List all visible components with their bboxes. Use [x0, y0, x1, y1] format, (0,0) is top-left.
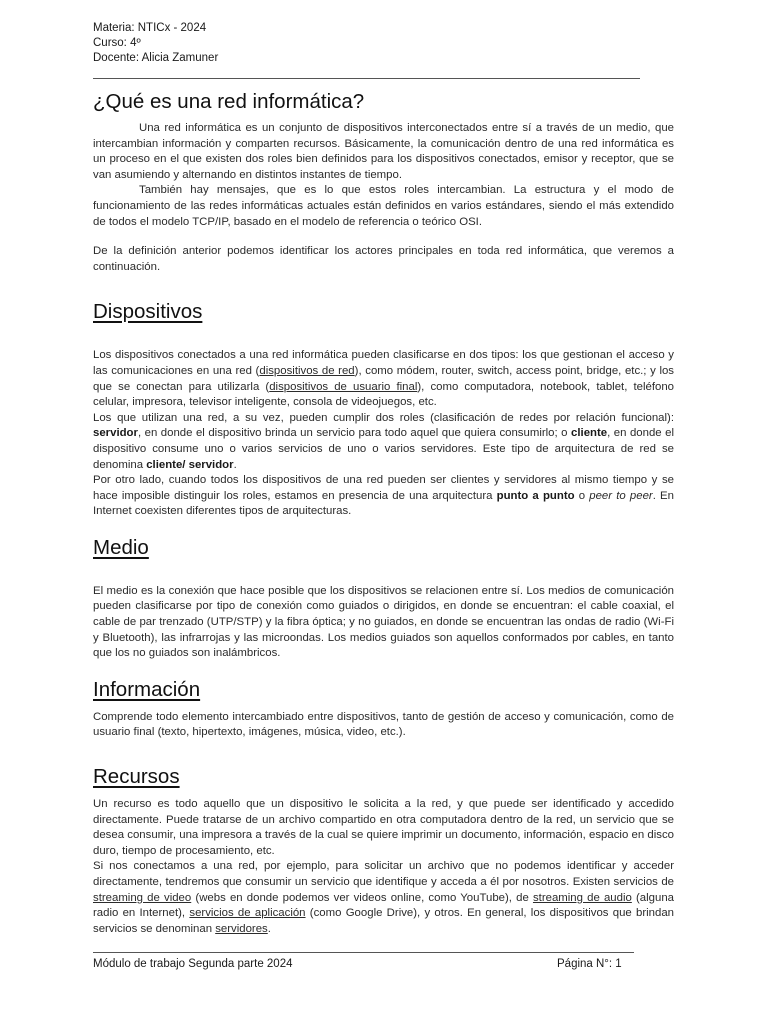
heading-informacion: Información [93, 677, 201, 701]
dispositivos-paragraph-1: Los dispositivos conectados a una red informática pueden clasificarse en dos tipos: los que gestionan el acceso y las comunicaciones en una red (dispositivos de red), como módem, router, switch, access point, bridge, etc.; y los que se conectan para utilizarla (dispositivos de usuario final), como computadora, notebook, tablet, teléfono celular, impresora, televisor inteligente, consola de videojuegos, etc. [93, 349, 675, 409]
dispositivos-paragraph-3: Por otro lado, cuando todos los dispositivos de una red pueden ser clientes y servidores al mismo tiempo y se hace imposible distinguir los roles, estamos en presencia de una arquitectura punto a punto o peer to peer. En Internet coexisten diferentes tipos de arquitecturas. [93, 474, 674, 518]
teacher-line: Docente: Alicia Zamuner [93, 52, 219, 64]
document-body [93, 88, 674, 937]
dispositivos-paragraph-2: Los que utilizan una red, a su vez, pueden cumplir dos roles (clasificación de redes por relación funcional): servidor, en donde el dispositivo brinda un servicio para todo aquel que quiera consumirlo; o cliente, en donde el dispositivo consume uno o varios servicios de uno o varios servidores. Este tipo de arquitectura de red se denomina cliente/ servidor. [93, 411, 674, 471]
intro-paragraph-2: También hay mensajes, que es lo que estos roles intercambian. La estructura y el modo de funcionamiento de las redes informáticas actuales están definidos en varios estándares, siendo el más extendido de todos el modelo TCP/IP, basado en el modelo de referencia o teórico OSI. [93, 184, 674, 228]
footer-page-number: Página N°: 1 [557, 958, 622, 970]
page-title: ¿Qué es una red informática? [93, 90, 365, 113]
header-divider [93, 78, 640, 79]
link-streaming-video[interactable]: streaming de video [93, 891, 192, 904]
course-line: Curso: 4º [93, 37, 141, 49]
medio-paragraph: El medio es la conexión que hace posible que los dispositivos se relacionen entre sí. Los medios de comunicación pueden clasificarse por tipo de conexión como guiados o dirigidos, en donde se encuentran: el cable coaxial, el cable de par trenzado (UTP/STP) y la fibra óptica; y no guiados, en donde se encuentran las ondas de radio (Wi-Fi y Bluetooth), las infrarrojas y las microondas. Los medios guiados son aquellos conformados por cables, en tanto que los no guiados son inalámbricos. [93, 584, 674, 660]
intro-paragraph-3: De la definición anterior podemos identificar los actores principales en toda red informática, que veremos a continuación. [93, 245, 674, 273]
footer-module-title: Módulo de trabajo Segunda parte 2024 [93, 958, 293, 970]
intro-paragraph-1: Una red informática es un conjunto de dispositivos interconectados entre sí a través de un medio, que intercambian información y comparten recursos. Básicamente, la comunicación dentro de una red informática es un proceso en el que existen dos roles bien definidos para los dispositivos conectados, emisor y receptor, que se van asumiendo y alternando en distintos instantes de tiempo. [93, 122, 674, 181]
link-servidores[interactable]: servidores [215, 922, 268, 935]
footer-divider [93, 952, 634, 953]
recursos-paragraph-2: Si nos conectamos a una red, por ejemplo, para solicitar un archivo que no podemos identificar y acceder directamente, tendremos que consumir un servicio que identifique y acceda a él por nosotros. Existen servicios de streaming de video (webs en donde podemos ver videos online, como YouTube), de streaming de audio (alguna radio en Internet), servicios de aplicación (como Google Drive), y otros. En general, los dispositivos que brindan servicios se denominan servidores. [93, 860, 675, 935]
link-dispositivos-de-red[interactable]: dispositivos de red [259, 364, 355, 377]
recursos-paragraph-1: Un recurso es todo aquello que un dispositivo le solicita a la red, y que puede ser identificado y accedido directamente. Puede tratarse de un archivo compartido en otra computadora dentro de la red, un servicio que se desea consumir, una impresora a través de la cual se quiere imprimir un documento, información, espacio en disco duro, tiempo de procesamiento, etc. [93, 798, 674, 857]
document-header [93, 21, 218, 66]
link-dispositivos-usuario-final[interactable]: dispositivos de usuario final [269, 380, 418, 393]
informacion-paragraph: Comprende todo elemento intercambiado entre dispositivos, tanto de gestión de acceso y comunicación, como de usuario final (texto, hipertexto, imágenes, música, video, etc.). [93, 710, 674, 739]
heading-medio: Medio [93, 535, 149, 559]
link-servicios-aplicacion[interactable]: servicios de aplicación [189, 907, 306, 920]
link-streaming-audio[interactable]: streaming de audio [532, 891, 632, 904]
heading-dispositivos: Dispositivos [93, 300, 203, 324]
subject-line: Materia: NTICx - 2024 [93, 22, 207, 34]
heading-recursos: Recursos [93, 765, 180, 789]
